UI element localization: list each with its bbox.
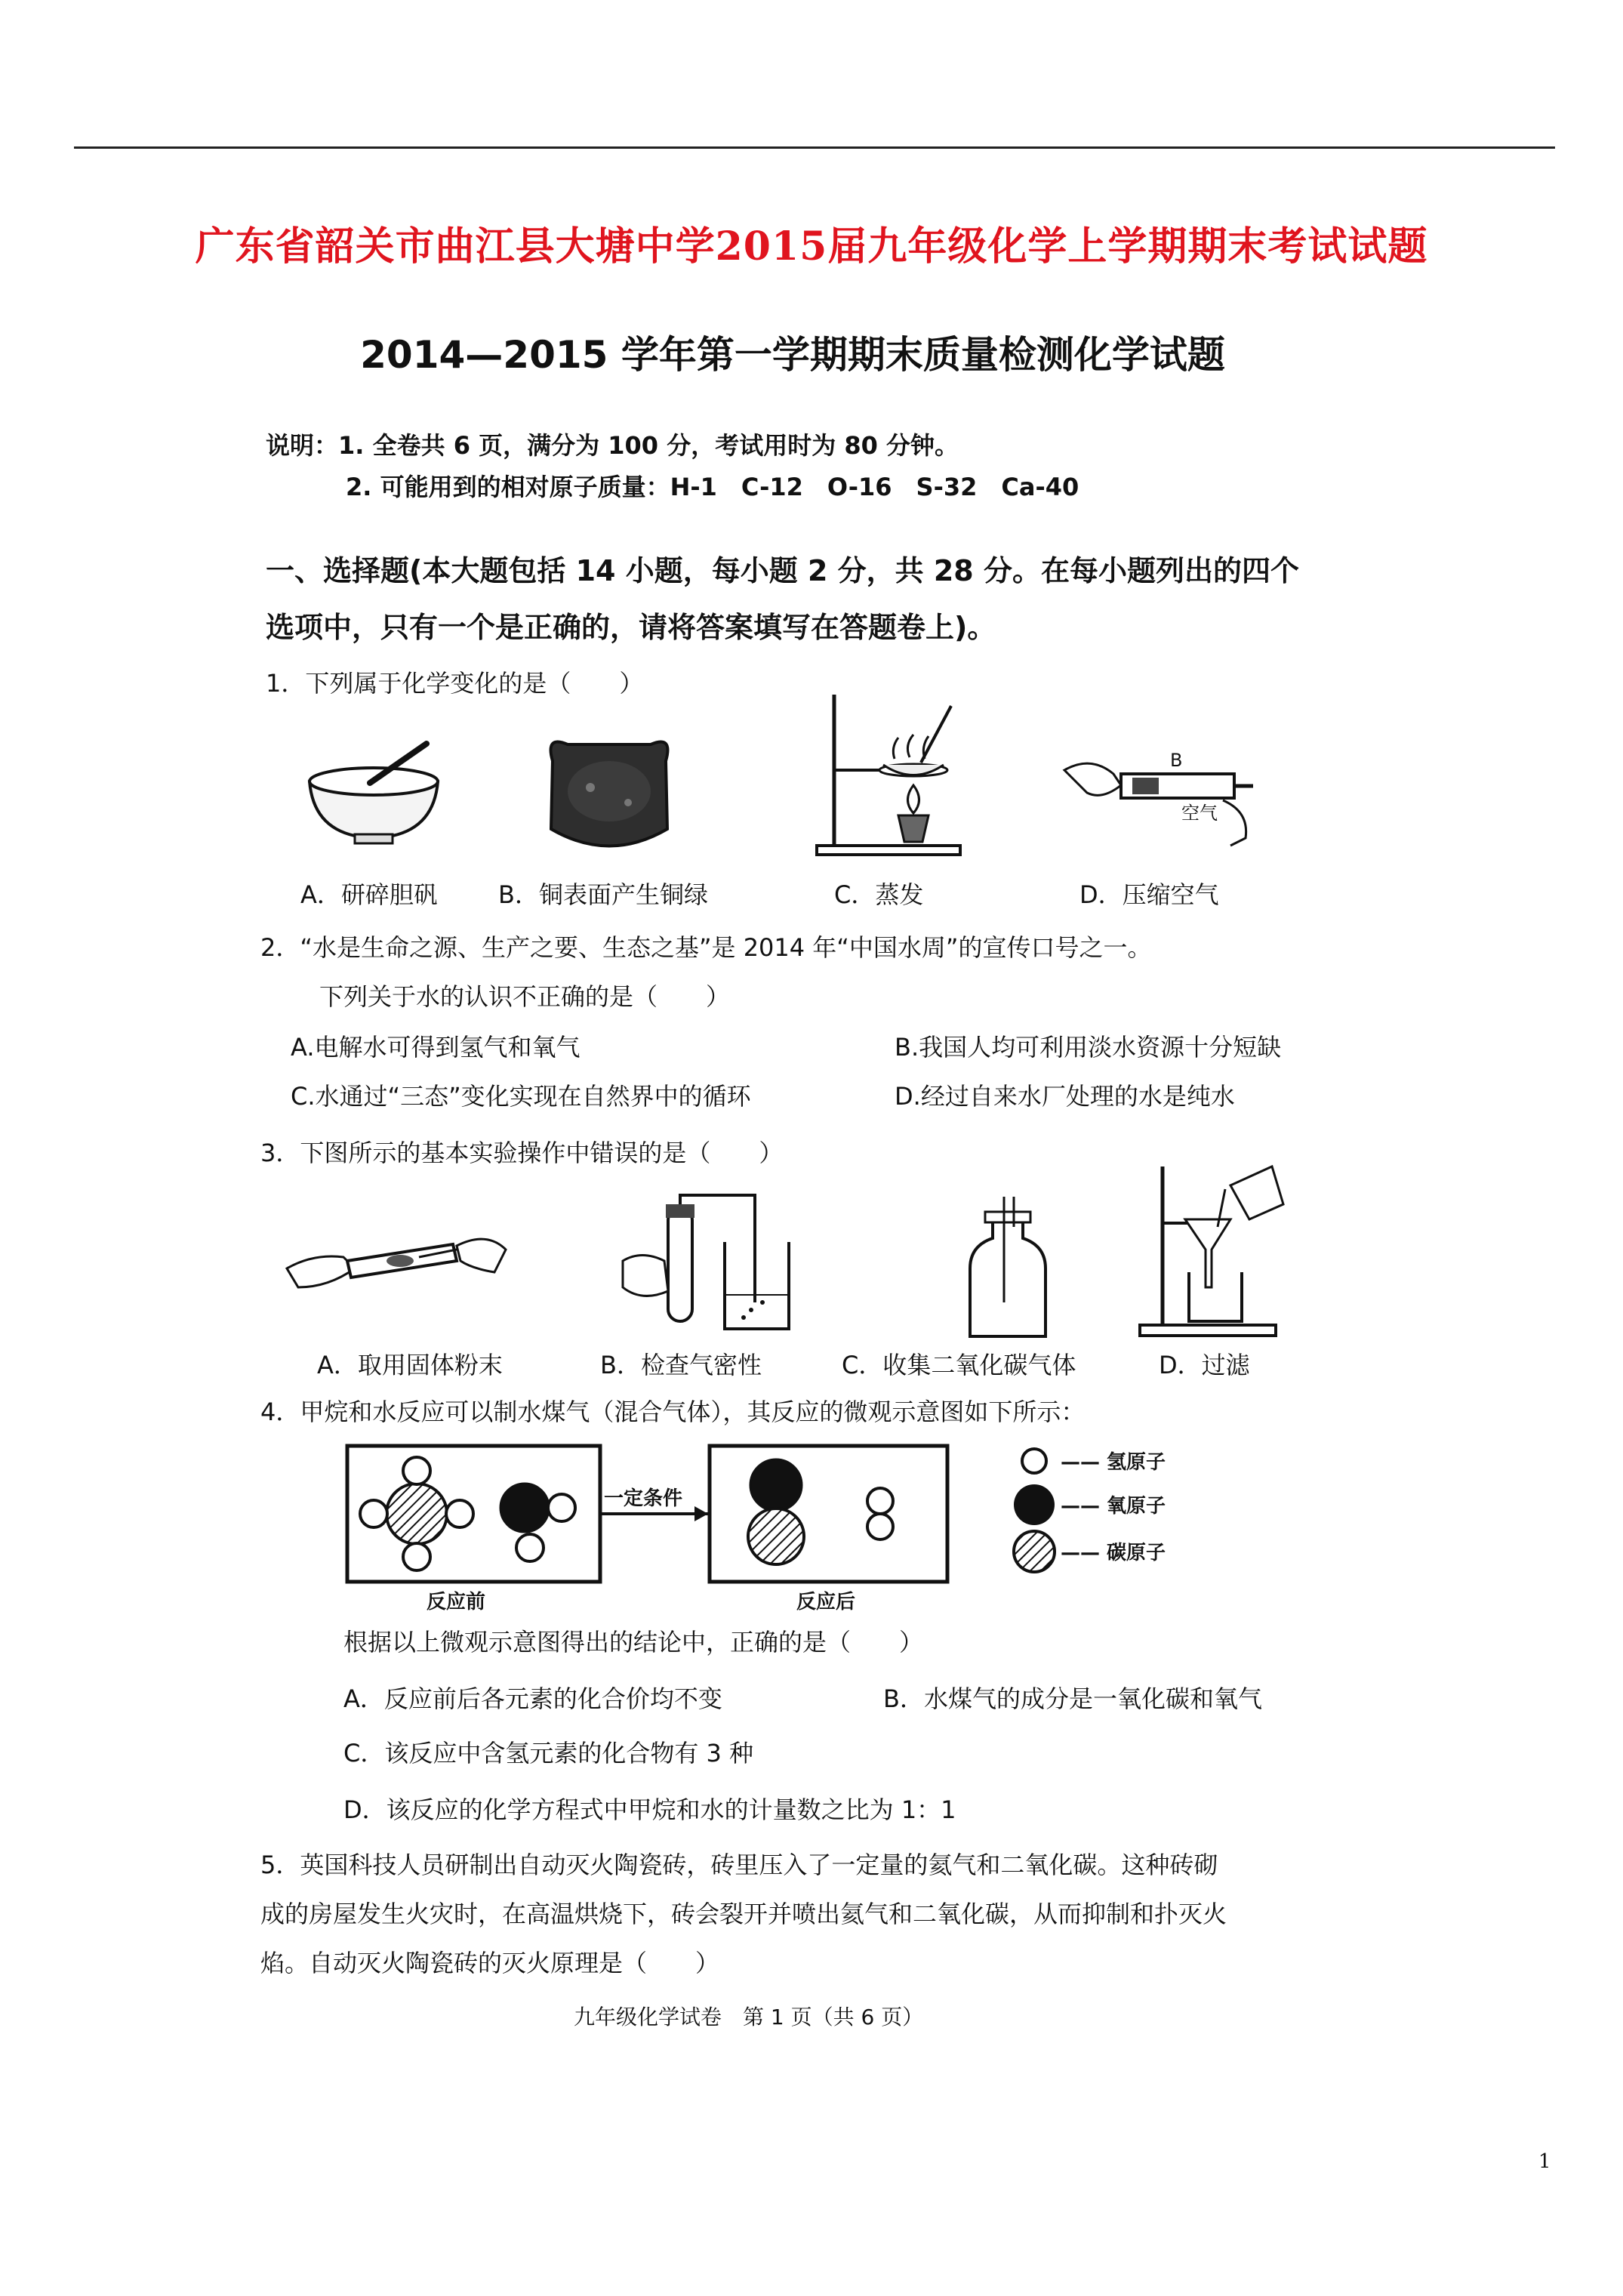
air-syringe-figure xyxy=(1061,740,1264,853)
q1-stem: 1．下列属于化学变化的是（ ） xyxy=(266,669,644,698)
q2-option-d: D.经过自来水厂处理的水是纯水 xyxy=(895,1082,1235,1111)
page-number: 1 xyxy=(1538,2150,1551,2173)
co2-collection-figure xyxy=(962,1197,1053,1340)
exam-title: 2014—2015 学年第一学期期末质量检测化学试题 xyxy=(360,333,1225,377)
filtration-figure xyxy=(1136,1159,1287,1340)
q1-caption-b: B．铜表面产生铜绿 xyxy=(498,880,708,909)
q4-option-b: B．水煤气的成分是一氧化碳和氧气 xyxy=(883,1684,1262,1713)
q2-option-b: B.我国人均可利用淡水资源十分短缺 xyxy=(895,1033,1282,1062)
q1-caption-d: D．压缩空气 xyxy=(1079,880,1219,909)
q5-line1: 5．英国科技人员研制出自动灭火陶瓷砖，砖里压入了一定量的氦气和二氧化碳。这种砖砌 xyxy=(260,1851,1218,1879)
q4-stem: 4．甲烷和水反应可以制水煤气（混合气体），其反应的微观示意图如下所示： xyxy=(260,1398,1086,1426)
evaporation-apparatus-figure xyxy=(808,691,970,857)
arrow-condition-label: 一定条件 xyxy=(604,1487,683,1510)
q3-caption-c: C．收集二氧化碳气体 xyxy=(842,1351,1076,1379)
section1-heading-line2: 选项中，只有一个是正确的，请将答案填写在答题卷上)。 xyxy=(266,611,996,644)
mortar-pestle-figure xyxy=(302,736,445,849)
legend-carbon: —— 碳原子 xyxy=(1061,1542,1166,1564)
q4-option-d: D．该反应的化学方程式中甲烷和水的计量数之比为 1：1 xyxy=(343,1795,956,1824)
q3-stem: 3．下图所示的基本实验操作中错误的是（ ） xyxy=(260,1139,784,1167)
exam-note-1: 说明：1. 全卷共 6 页，满分为 100 分，考试用时为 80 分钟。 xyxy=(266,431,959,460)
copper-patina-figure xyxy=(537,731,681,859)
legend-oxygen: —— 氧原子 xyxy=(1061,1495,1166,1518)
top-rule xyxy=(74,146,1555,149)
exam-note-2: 2. 可能用到的相对原子质量：H-1 C-12 O-16 S-32 Ca-40 xyxy=(346,473,1079,501)
q2-stem-line1: 2．“水是生命之源、生产之要、生态之基”是 2014 年“中国水周”的宣传口号之一。 xyxy=(260,933,1152,962)
legend-hydrogen: —— 氢原子 xyxy=(1061,1451,1166,1474)
exam-page-footer: 九年级化学试卷 第 1 页（共 6 页） xyxy=(574,2005,924,2029)
q1-caption-a: A．研碎胆矾 xyxy=(300,880,438,909)
q4-option-a: A．反应前后各元素的化合价均不变 xyxy=(343,1684,722,1713)
section1-heading-line1: 一、选择题(本大题包括 14 小题，每小题 2 分，共 28 分。在每小题列出的四个 xyxy=(266,554,1299,587)
before-label: 反应前 xyxy=(427,1591,486,1613)
q4-option-c: C．该反应中含氢元素的化合物有 3 种 xyxy=(343,1739,754,1767)
q2-stem-line2: 下列关于水的认识不正确的是（ ） xyxy=(319,982,731,1011)
document-title: 广东省韶关市曲江县大塘中学2015届九年级化学上学期期末考试试题 xyxy=(195,223,1428,270)
air-tightness-figure xyxy=(611,1189,793,1340)
q1-caption-c: C．蒸发 xyxy=(834,880,924,909)
q3-caption-b: B．检查气密性 xyxy=(600,1351,762,1379)
q2-option-c: C.水通过“三态”变化实现在自然界中的循环 xyxy=(291,1082,751,1111)
syringe-label-air: 空气 xyxy=(1181,803,1218,824)
q3-caption-a: A．取用固体粉末 xyxy=(317,1351,503,1379)
solid-powder-figure xyxy=(283,1216,510,1314)
after-label: 反应后 xyxy=(796,1591,856,1613)
q4-question: 根据以上微观示意图得出的结论中，正确的是（ ） xyxy=(343,1628,924,1657)
q3-caption-d: D．过滤 xyxy=(1159,1351,1250,1379)
reaction-micro-diagram xyxy=(340,1438,1253,1613)
q5-line3: 焰。自动灭火陶瓷砖的灭火原理是（ ） xyxy=(260,1949,720,1977)
syringe-label-b: B xyxy=(1170,750,1183,771)
q5-line2: 成的房屋发生火灾时，在高温烘烧下，砖会裂开并喷出氦气和二氧化碳，从而抑制和扑灭火 xyxy=(260,1900,1227,1928)
q2-option-a: A.电解水可得到氢气和氧气 xyxy=(291,1033,581,1062)
